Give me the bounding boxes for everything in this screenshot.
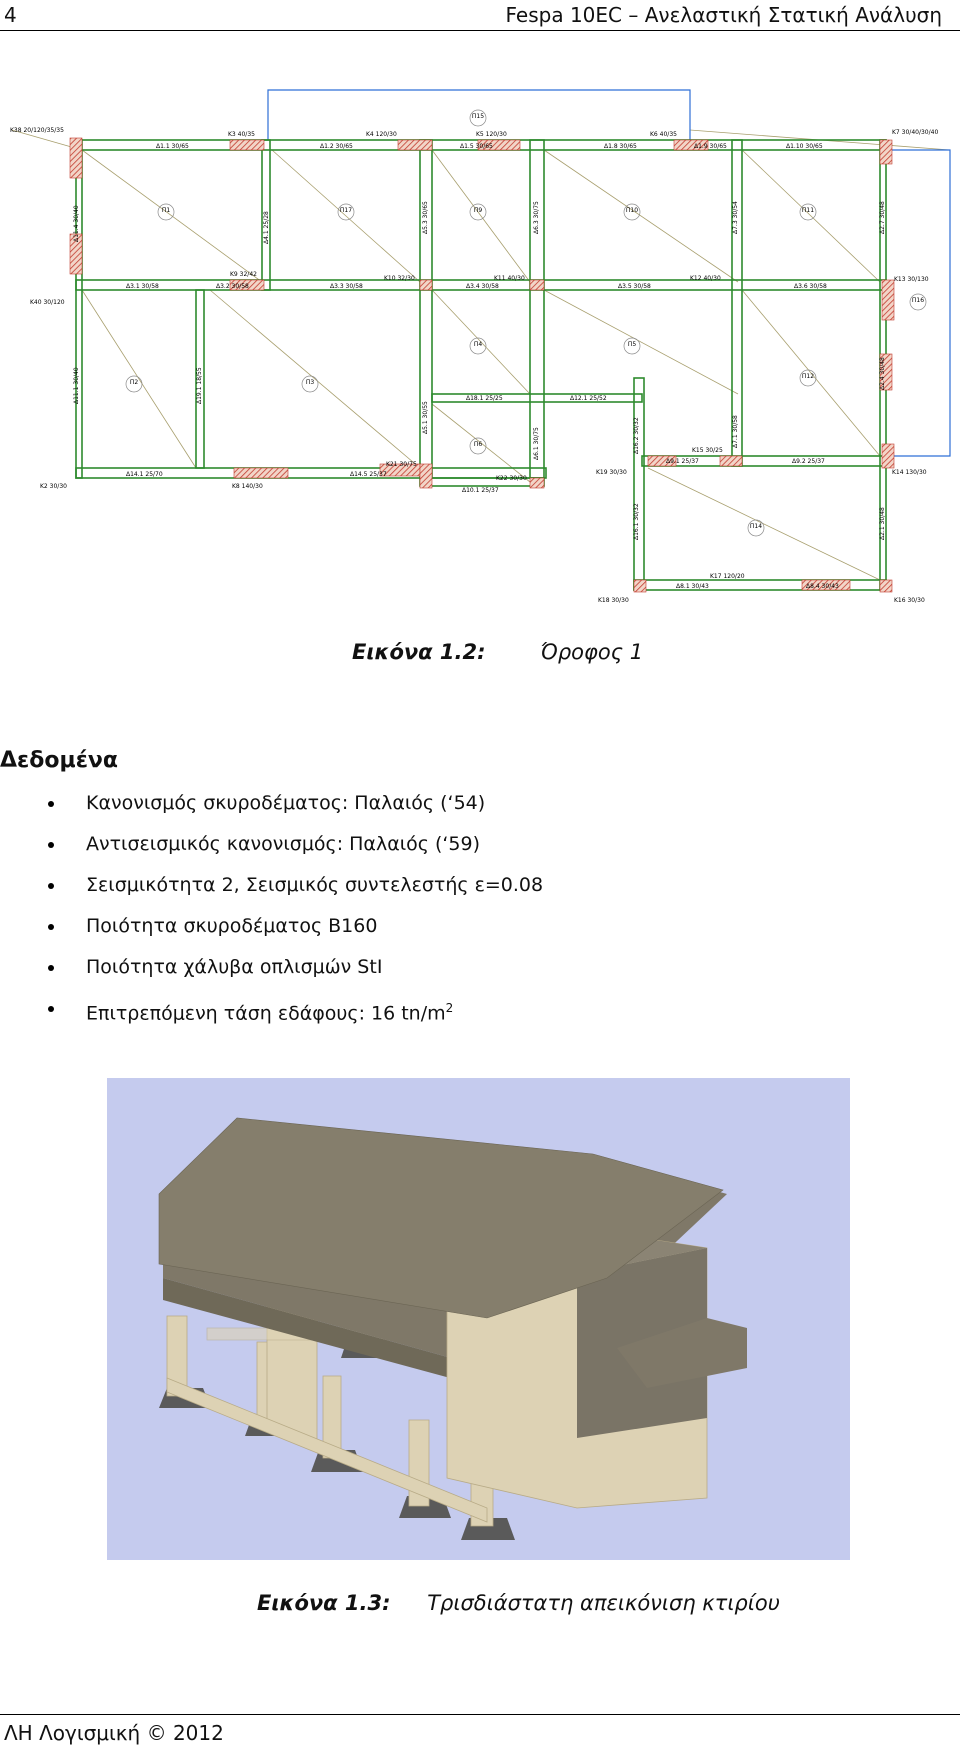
column-label: K18 30/30 [598, 597, 629, 604]
slab-label: Π16 [911, 297, 925, 304]
column-label: K13 30/130 [894, 276, 929, 283]
beam-label: Δ9.1 25/37 [666, 458, 699, 465]
caption-text: Τρισδιάστατη απεικόνιση κτιρίου [427, 1591, 780, 1615]
column-label: K3 40/35 [228, 131, 255, 138]
beam-label: Δ5.3 30/65 [422, 201, 429, 234]
caption-label: Εικόνα 1.2: [352, 640, 486, 664]
column-label: K5 120/30 [476, 131, 507, 138]
column-label: K15 30/25 [692, 447, 723, 454]
beam-label: Δ16.1 30/32 [633, 503, 640, 540]
slab-label: Π17 [339, 207, 353, 214]
column-label: K9 32/42 [230, 271, 257, 278]
list-item: Ποιότητα χάλυβα οπλισμών StI [40, 952, 543, 993]
beam-label: Δ2.1 30/48 [879, 507, 886, 540]
beam-label: Δ3.1 30/58 [126, 283, 159, 290]
page-header [0, 0, 960, 31]
caption-text: Όροφος 1 [540, 640, 644, 664]
list-item [40, 993, 543, 1034]
plan-labels [10, 127, 938, 604]
section-title: Δεδομένα [0, 748, 119, 773]
column-label: K10 32/30 [384, 275, 415, 282]
column-label: K11 40/30 [494, 275, 525, 282]
beam-label: Δ9.2 25/37 [792, 458, 825, 465]
beam-label: Δ5.1 30/55 [422, 401, 429, 434]
beam-label: Δ7.1 30/58 [732, 415, 739, 448]
beam-label: Δ3.4 30/58 [466, 283, 499, 290]
building-3d [107, 1078, 850, 1560]
beam-label: Δ4.1 25/28 [263, 211, 270, 244]
beam-label: Δ14.5 25/37 [350, 471, 387, 478]
beam-label: Δ3.3 30/58 [330, 283, 363, 290]
slab-label: Π15 [471, 113, 485, 120]
list-item: Σεισμικότητα 2, Σεισμικός συντελεστής ε=0.08 [40, 870, 543, 911]
3d-view [107, 1078, 850, 1560]
footer-text: ΛΗ Λογισμική © 2012 [4, 1721, 224, 1745]
beam-label: Δ1.9 30/65 [694, 143, 727, 150]
beam-label: Δ2.7 30/48 [879, 201, 886, 234]
column-label: K6 40/35 [650, 131, 677, 138]
beam-label: Δ3.2 30/58 [216, 283, 249, 290]
beam-label: Δ19.1 18/55 [196, 367, 203, 404]
slab-label: Π2 [129, 379, 139, 386]
beam-label: Δ14.1 25/70 [126, 471, 163, 478]
slab-label: Π12 [801, 373, 815, 380]
page-footer [0, 1714, 960, 1745]
beam-label: Δ7.3 30/54 [732, 201, 739, 234]
slab-label: Π14 [749, 523, 763, 530]
column-label: K19 30/30 [596, 469, 627, 476]
data-list [40, 788, 543, 1034]
slab-label: Π11 [801, 207, 815, 214]
beam-label: Δ10.1 25/37 [462, 487, 499, 494]
figure-caption-1 [352, 640, 643, 664]
figure-caption-2 [257, 1591, 780, 1615]
list-item: Κανονισμός σκυροδέματος: Παλαιός (‘54) [40, 788, 543, 829]
beam-label: Δ1.2 30/65 [320, 143, 353, 150]
superscript: 2 [445, 1001, 454, 1015]
slab-label: Π1 [161, 207, 171, 214]
column-label: K14 130/30 [892, 469, 927, 476]
header-title: Fespa 10EC – Ανελαστική Στατική Ανάλυση [505, 3, 942, 27]
beam-label: Δ3.6 30/58 [794, 283, 827, 290]
column-label: K7 30/40/30/40 [892, 129, 939, 136]
beam-label: Δ8.1 30/43 [676, 583, 709, 590]
column-label: K22 30/30 [496, 475, 527, 482]
list-item: Αντισεισμικός κανονισμός: Παλαιός (‘59) [40, 829, 543, 870]
beam-label: Δ12.1 25/52 [570, 395, 607, 402]
column-label: K4 120/30 [366, 131, 397, 138]
beam-label: Δ2.4 30/48 [879, 357, 886, 390]
slab-label: Π9 [473, 207, 483, 214]
slab-label: Π6 [473, 441, 483, 448]
slab-label: Π3 [305, 379, 315, 386]
slab-label: Π4 [473, 341, 483, 348]
slab-diagonals [12, 130, 950, 580]
beam-label: Δ1.8 30/65 [604, 143, 637, 150]
beam-label: Δ18.1 25/25 [466, 395, 503, 402]
beam-label: Δ11.4 30/40 [73, 205, 80, 242]
caption-label: Εικόνα 1.3: [257, 1591, 391, 1615]
column-label: K40 30/120 [30, 299, 65, 306]
beam-label: Δ3.5 30/58 [618, 283, 651, 290]
column-label: K8 140/30 [232, 483, 263, 490]
column-label: K2 30/30 [40, 483, 67, 490]
page-number: 4 [4, 3, 17, 27]
column-label: K12 40/30 [690, 275, 721, 282]
beam-label: Δ16.2 30/32 [633, 417, 640, 454]
column-label: K21 30/75 [386, 461, 417, 468]
beam-label: Δ6.1 30/75 [533, 427, 540, 460]
list-item: Ποιότητα σκυροδέματος Β160 [40, 911, 543, 952]
beam-label: Δ1.5 30/65 [460, 143, 493, 150]
column-label: K38 20/120/35/35 [10, 127, 64, 134]
column-label: K16 30/30 [894, 597, 925, 604]
beam-label: Δ8.4 30/43 [806, 583, 839, 590]
beam-label: Δ1.1 30/65 [156, 143, 189, 150]
list-item-text: Επιτρεπόμενη τάση εδάφους: 16 tn/m [86, 1002, 446, 1025]
floor-plan [0, 84, 960, 610]
beam-label: Δ6.3 30/75 [533, 201, 540, 234]
column-label: K17 120/20 [710, 573, 745, 580]
slab-label: Π10 [625, 207, 639, 214]
beam-label: Δ11.1 30/40 [73, 367, 80, 404]
slab-label: Π5 [627, 341, 637, 348]
beam-label: Δ1.10 30/65 [786, 143, 823, 150]
